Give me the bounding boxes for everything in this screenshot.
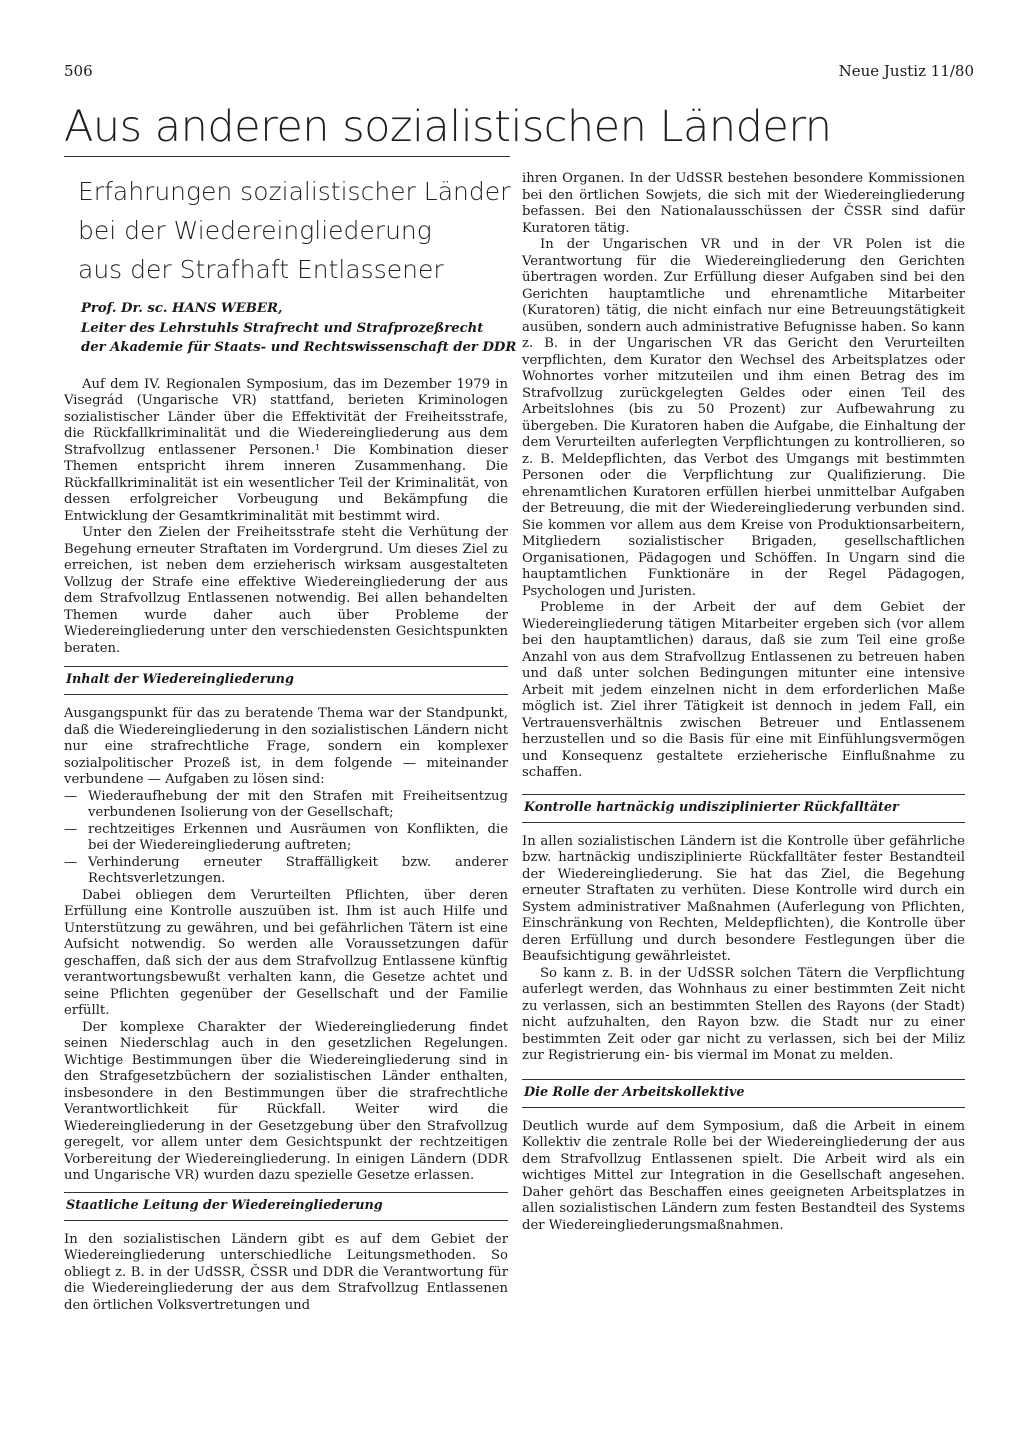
subheading: Kontrolle hartnäckig undisziplinierter Rückfalltäter — [524, 799, 899, 815]
page-number: 506 — [64, 62, 93, 80]
subheading: Staatliche Leitung der Wiedereingliederung — [66, 1197, 383, 1213]
paragraph: Probleme in der Arbeit der auf dem Gebiet der Wiedereingliederung tätigen Mitarbeiter ergeben sich (vor allem bei den hauptamtlichen) daraus, daß sie zum Teil eine große Anzahl von aus dem Strafvollzug Entlassenen zu betreuen haben und daß unter solchen Bedingungen mitunter eine intensive Arbeit mit jedem einzelnen nicht in dem erforderlichen Maße möglich ist. Ziel ihrer Tätigkeit ist dennoch in jedem Fall, ein Vertrauensverhältnis zwischen Betreuer und Entlassenem herzustellen und so die Basis für eine mit Einfühlungsvermögen und Konsequenz gestaltete erzieherische Einflußnahme zu schaffen. — [522, 600, 965, 780]
dash-bullet: — — [64, 854, 78, 870]
paragraph: Unter den Zielen der Freiheitsstrafe steht die Verhütung der Begehung erneuter Straftaten im Vordergrund. Um dieses Ziel zu erreichen, ist neben dem erzieherisch wirksam ausgestalteten Vollzug der Strafe eine effektive Wiedereingliederung der aus dem Strafvollzug Entlassenen notwendig. Bei allen behandelten Themen wurde daher auch über Probleme der Wiedereingliederung unter den verschiedensten Gesichtspunkten beraten. — [64, 525, 508, 656]
paragraph: ihren Organen. In der UdSSR bestehen besondere Kommissionen bei den örtlichen Sowjets, die sich mit der Wiedereingliederung befassen. Bei den Nationalausschüssen der ČSSR sind dafür Kuratoren tätig. — [522, 171, 965, 236]
paragraph: In den sozialistischen Ländern gibt es auf dem Gebiet der Wiedereingliederung unterschiedliche Leitungsmethoden. So obliegt z. B. in der UdSSR, ČSSR und DDR die Verantwortung für die Wiedereingliederung der aus dem Strafvollzug Entlassenen den örtlichen Volksvertretungen und — [64, 1231, 508, 1313]
subheading-box — [522, 1079, 965, 1108]
right-column — [522, 171, 965, 1234]
left-column — [64, 168, 517, 1314]
running-header — [64, 62, 974, 84]
paragraph: Dabei obliegen dem Verurteilten Pflichten, über deren Erfüllung eine Kontrolle auszuüben ist. Ihm ist auch Hilfe und Unterstützung zu gewähren, und bei gefährlichen Tätern ist eine Aufsicht notwendig. So werden alle Voraussetzungen dafür geschaffen, daß sich der aus dem Strafvollzug Entlassene künftig verantwortungsbewußt verhalten kann, die Gesetze achtet und seine Pflichten gegenüber der Gesellschaft und der Familie erfüllt. — [64, 887, 508, 1018]
bullet-list — [64, 789, 508, 888]
section-title: Aus anderen sozialistischen Ländern — [64, 102, 832, 152]
paragraph: Der komplexe Charakter der Wiedereingliederung findet seinen Niederschlag auch in den gesetzlichen Regelungen. Wichtige Bestimmungen über die Wiedereingliederung sind in den Strafgesetzbüchern der sozialistischen Länder enthalten, insbesondere in den Bestimmungen über die strafrechtliche Verantwortlichkeit für Rückfall. Weiter wird die Wiedereingliederung in der Gesetzgebung über den Strafvollzug geregelt, vor allem unter dem Gesichtspunkt der rechtzeitigen Vorbereitung der Wiedereingliederung. In einigen Ländern (DDR und Ungarische VR) wurden dazu spezielle Gesetze erlassen. — [64, 1019, 508, 1183]
subheading-box — [64, 1192, 508, 1221]
title-rule — [64, 156, 510, 157]
subheading-box — [522, 794, 965, 823]
article-title-line-1: Erfahrungen sozialistischer Länder — [78, 177, 511, 206]
article-title-line-3: aus der Strafhaft Entlassener — [78, 255, 444, 284]
journal-issue: Neue Justiz 11/80 — [838, 62, 974, 80]
list-item-text: rechtzeitiges Erkennen und Ausräumen von Konflikten, die bei der Wiedereingliederung auftreten; — [88, 821, 508, 853]
list-item — [64, 822, 508, 855]
dash-bullet: — — [64, 788, 78, 804]
paragraph: In der Ungarischen VR und in der VR Polen ist die Verantwortung für die Wiedereingliederung den Gerichten übertragen worden. Zur Erfüllung dieser Aufgaben sind bei den Gerichten hauptamtliche und ehrenamtliche Mitarbeiter (Kuratoren) tätig, die nicht einfach nur eine Betreuungstätigkeit ausüben, sondern auch administrative Befugnisse haben. So kann z. B. in der Ungarischen VR das Gericht den Verurteilten verpflichten, dem Kurator den Wechsel des Arbeitsplatzes oder Wohnortes vorher mitzuteilen und ihm einen Betrag des im Strafvollzug zurückgelegten Geldes oder einen Teil des Arbeitslohnes (bis zu 50 Prozent) zur Aufbewahrung zu übergeben. Die Kuratoren haben die Aufgabe, die Einhaltung der dem Verurteilten auferlegten Verpflichtungen zu kontrollieren, so z. B. Meldepflichten, das Verbot des Umgangs mit bestimmten Personen oder die Verpflichtung zur Qualifizierung. Die ehrenamtlichen Kuratoren erfüllen hierbei unmittelbar Aufgaben der Betreuung, die mit der Wiedereingliederung verbunden sind. Sie kommen vor allem aus dem Kreise von Produktionsarbeitern, Mitgliedern sozialistischer Brigaden, gesellschaftlichen Organisationen, Pädagogen und Schöffen. In Ungarn sind die hauptamtlichen Funktionäre in der Regel Pädagogen, Psychologen und Juristen. — [522, 237, 965, 599]
subheading: Inhalt der Wiedereingliederung — [66, 672, 294, 687]
subheading: Die Rolle der Arbeitskollektive — [524, 1084, 745, 1100]
paragraph: So kann z. B. in der UdSSR solchen Tätern die Verpflichtung auferlegt werden, das Wohnhaus zu einer bestimmten Zeit nicht zu verlassen, sich an bestimmten Stellen des Rayons (der Stadt) nicht aufzuhalten, den Rayon bzw. die Stadt nur zu einer bestimmten Zeit oder gar nicht zu verlassen, sich bei der Miliz zur Registrierung ein- bis viermal im Monat zu melden. — [522, 965, 965, 1063]
paragraph: In allen sozialistischen Ländern ist die Kontrolle über gefährliche bzw. hartnäckig undisziplinierte Rückfalltäter fester Bestandteil der Wiedereingliederung. Sie hat das Ziel, die Begehung erneuter Straftaten zu verhüten. Diese Kontrolle wird durch ein System administrativer Maßnahmen (Auferlegung von Pflichten, Einschränkung von Rechten, Meldepflichten), die Kontrolle über deren Erfüllung und durch besondere Festlegungen über die Beaufsichtigung gewährleistet. — [522, 833, 965, 964]
dash-bullet: — — [64, 821, 78, 837]
subheading-box — [64, 666, 508, 695]
list-item-text: Verhinderung erneuter Straffälligkeit bzw. anderer Rechtsverletzungen. — [88, 854, 508, 886]
author-name: Prof. Dr. sc. HANS WEBER, — [81, 301, 283, 316]
article-title — [64, 176, 511, 285]
author-affiliation-2: der Akademie für Staats- und Rechtswissenschaft der DDR — [81, 340, 517, 355]
paragraph: Deutlich wurde auf dem Symposium, daß die Arbeit in einem Kollektiv die zentrale Rolle bei der Wiedereingliederung der aus dem Strafvollzug Entlassenen spielt. Die Arbeit wird als ein wichtiges Mittel zur Integration in die Gesellschaft angesehen. Daher gehört das Beschaffen eines geeigneten Arbeitsplatzes in allen sozialistischen Ländern zum festen Bestandteil des Systems der Wiedereingliederungsmaßnahmen. — [522, 1118, 965, 1233]
list-item — [64, 789, 508, 822]
author-block — [64, 299, 517, 358]
list-item-text: Wiederaufhebung der mit den Strafen mit Freiheitsentzug verbundenen Isolierung von der Gesellschaft; — [88, 788, 508, 820]
paragraph: Ausgangspunkt für das zu beratende Thema war der Standpunkt, daß die Wiedereingliederung in den sozialistischen Ländern nicht nur eine strafrechtliche Frage, sondern ein komplexer sozialpolitischer Prozeß ist, in dem folgende — miteinander verbundene — Aufgaben zu lösen sind: — [64, 706, 508, 787]
author-affiliation-1: Leiter des Lehrstuhls Strafrecht und Strafprozeßrecht — [81, 320, 484, 336]
paragraph: Auf dem IV. Regionalen Symposium, das im Dezember 1979 in Visegrád (Ungarische VR) stattfand, berieten Kriminologen sozialistischer Länder über die Effektivität der Freiheitsstrafe, die Rückfallkriminalität und die Wiedereingliederung aus dem Strafvollzug entlassener Personen.¹ Die Kombination dieser Themen entspricht ihrem inneren Zusammenhang. Die Rückfallkriminalität ist ein wesentlicher Teil der Kriminalität, von dessen erfolgreicher Vorbeugung und Bekämpfung die Entwicklung der Gesamtkriminalität mit bestimmt wird. — [64, 376, 508, 524]
list-item — [64, 855, 508, 888]
article-title-line-2: bei der Wiedereingliederung — [78, 216, 432, 245]
